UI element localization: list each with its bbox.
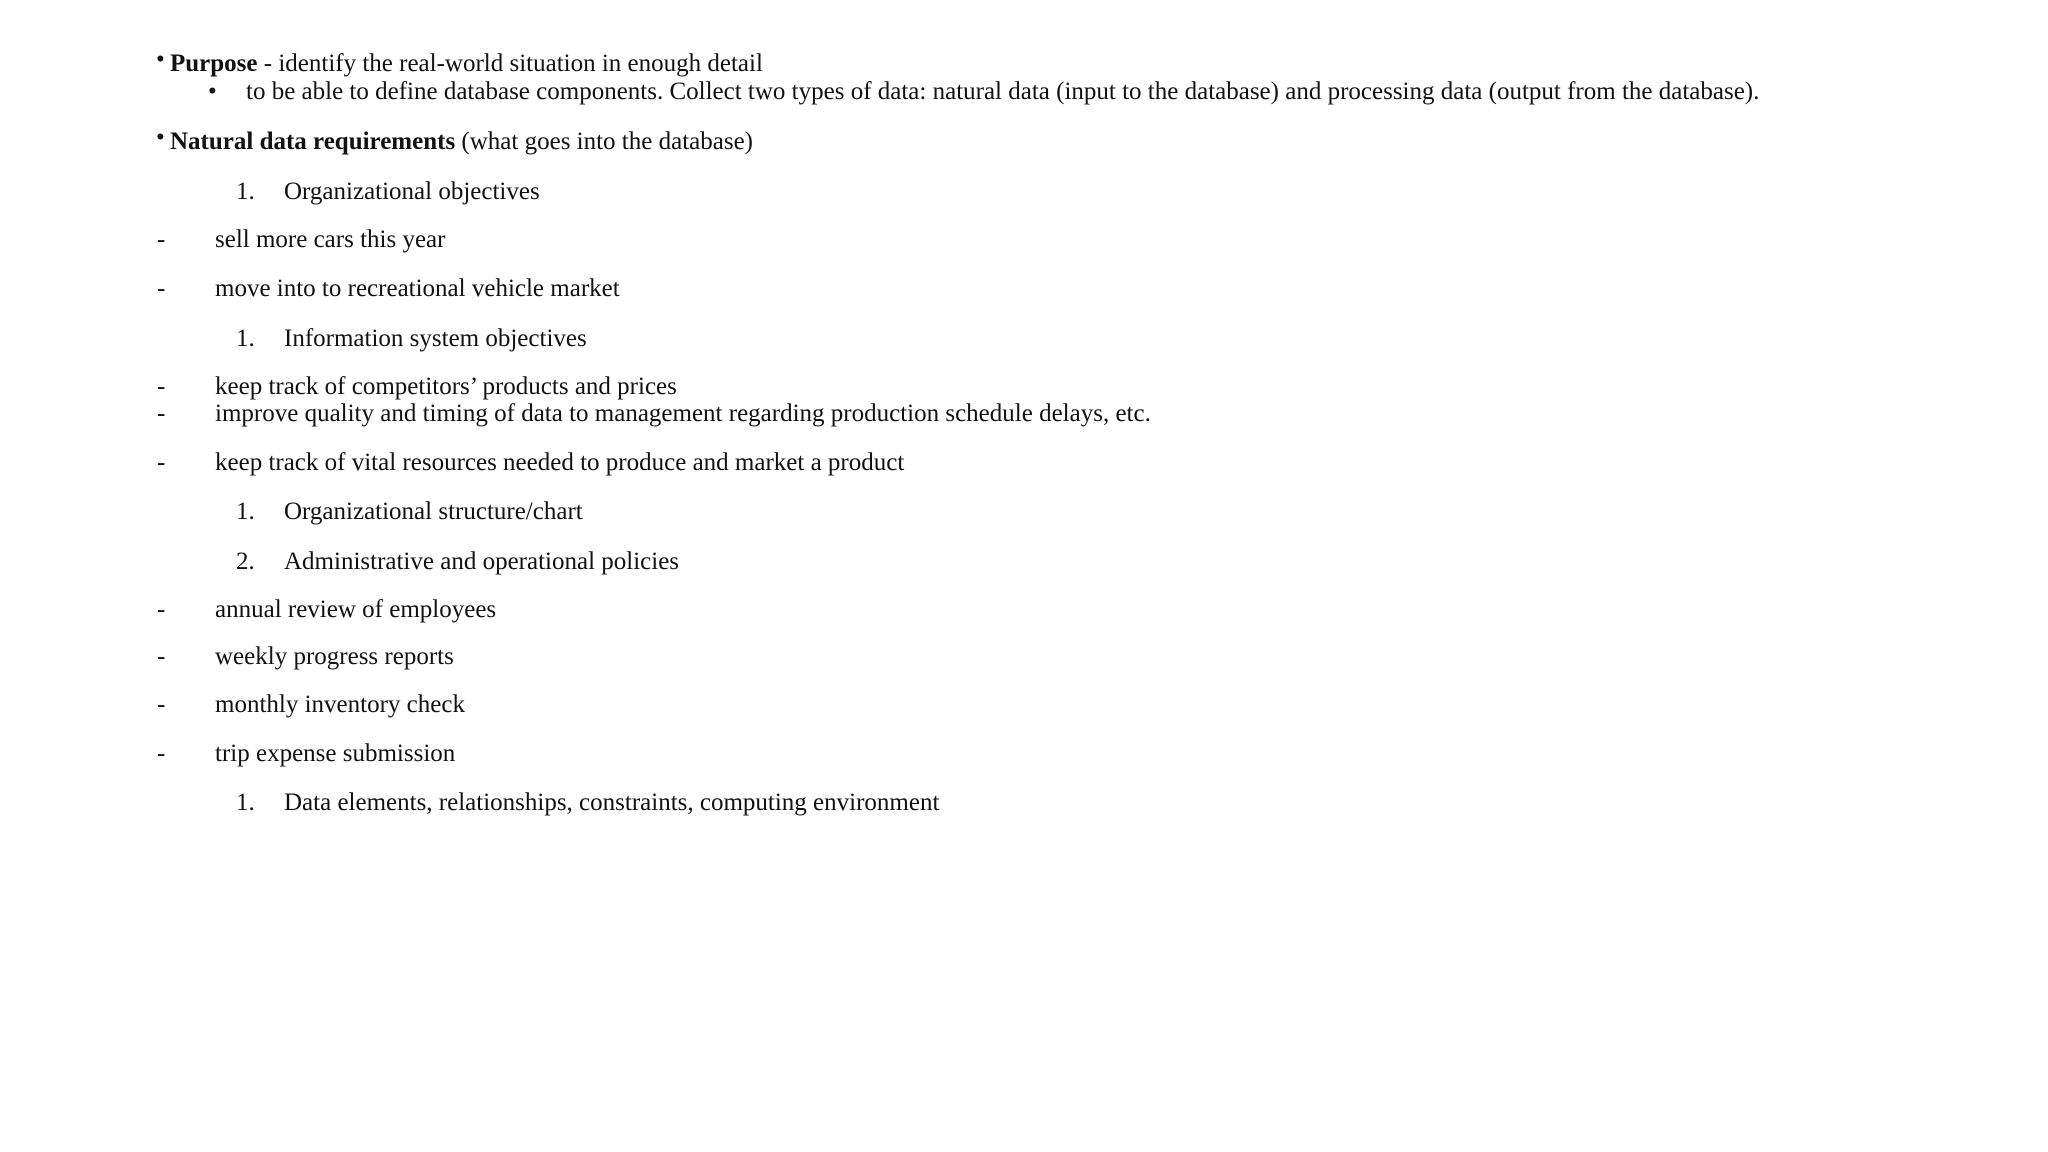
item-dash: - — [157, 226, 166, 253]
item-text: Information system objectives — [284, 325, 587, 352]
item-number: 1. — [236, 789, 255, 816]
purpose-sub-text: to be able to define database components. Collect two types of data: natural data (input to the database) and processing data (output from the database). — [246, 78, 1760, 105]
item-dash: - — [157, 373, 166, 400]
item-text: annual review of employees — [215, 596, 497, 623]
item-number: 1. — [236, 498, 255, 525]
item-text: keep track of competitors’ products and prices — [215, 373, 677, 400]
item-text: improve quality and timing of data to management regarding production schedule delays, etc. — [215, 400, 1151, 427]
item-text: keep track of vital resources needed to produce and market a product — [215, 449, 905, 476]
purpose-text: - identify the real-world situation in enough detail — [257, 50, 763, 77]
item-number: 1. — [236, 178, 255, 205]
item-text: weekly progress reports — [215, 643, 454, 670]
item-text: trip expense submission — [215, 740, 456, 767]
item-text: Data elements, relationships, constraints, computing environment — [284, 789, 940, 816]
purpose-sub-bullet: • — [208, 78, 217, 105]
natural-text: (what goes into the database) — [455, 128, 753, 155]
item-dash: - — [157, 596, 166, 623]
item-text: monthly inventory check — [215, 691, 465, 718]
item-dash: - — [157, 643, 166, 670]
natural-label: Natural data requirements — [170, 128, 456, 155]
item-text: Administrative and operational policies — [284, 548, 680, 575]
item-number: 2. — [236, 548, 255, 575]
item-dash: - — [157, 400, 166, 427]
item-dash: - — [157, 449, 166, 476]
item-dash: - — [157, 740, 166, 767]
item-text: move into to recreational vehicle market — [215, 275, 620, 302]
purpose-label: Purpose — [170, 50, 258, 77]
item-text: Organizational structure/chart — [284, 498, 583, 525]
item-text: Organizational objectives — [284, 178, 540, 205]
purpose-bullet: • — [156, 46, 165, 73]
item-text: sell more cars this year — [215, 226, 446, 253]
natural-bullet: • — [156, 124, 165, 151]
item-number: 1. — [236, 325, 255, 352]
item-dash: - — [157, 691, 166, 718]
item-dash: - — [157, 275, 166, 302]
